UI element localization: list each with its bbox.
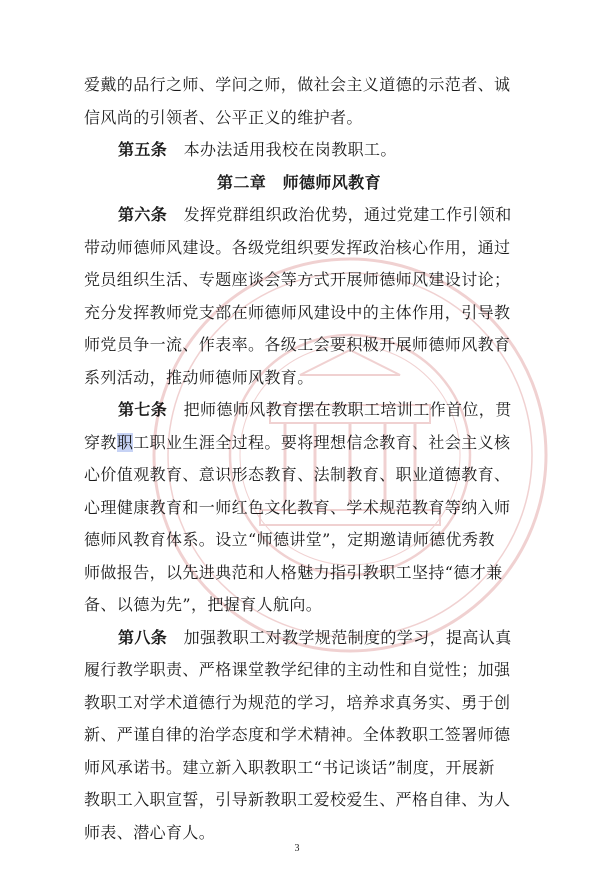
text-line: 师做报告，以先进典范和人格魅力指引教职工坚持“德才兼: [84, 562, 503, 582]
text-line: 教职工入职宣誓，引导新教职工爱校爱生、严格自律、为人: [84, 790, 511, 809]
article-5: [84, 134, 514, 167]
document-body: [84, 69, 514, 849]
article-8: [84, 622, 514, 655]
text-segment: 穿教: [84, 432, 117, 452]
highlighted-text-selection[interactable]: 职: [116, 432, 134, 452]
text-line: 充分发挥教师党支部在师德师风建设中的主体作用，引导教: [84, 302, 511, 322]
text-line: 心价值观教育、意识形态教育、法制教育、职业道德教育、: [84, 465, 511, 484]
article-label: 第八条: [118, 627, 168, 647]
page-number: 3: [294, 843, 300, 854]
text-line: 新、严谨自律的治学态度和学术精神。全体教职工签署师德: [84, 725, 511, 744]
article-6: [84, 199, 514, 232]
text-line: 爱戴的品行之师、学问之师，做社会主义道德的示范者、诚: [84, 75, 511, 94]
text-line: 德师风教育体系。设立“师德讲堂”，定期邀请师德优秀教: [84, 530, 495, 549]
text-line: 党员组织生活、专题座谈会等方式开展师德师风建设讨论；: [84, 270, 511, 289]
text-line: 系列活动，推动师德师风教育。: [84, 367, 314, 387]
article-7: [84, 394, 514, 427]
article-label: 第六条: [118, 205, 168, 224]
article-label: 第五条: [118, 140, 168, 159]
text-line: 师表、潜心育人。: [84, 822, 216, 842]
article-label: 第七条: [118, 400, 168, 419]
text-line: 本办法适用我校在岗教职工。: [183, 140, 397, 159]
text-line: 备、以德为先”，把握育人航向。: [84, 595, 323, 614]
text-segment: 工职业生涯全过程。要将理想信念教育、社会主义核: [133, 432, 511, 452]
text-line: 把师德师风教育摆在教职工培训工作首位，贯: [183, 400, 512, 419]
text-line: 带动师德师风建设。各级党组织要发挥政治核心作用，通过: [84, 237, 511, 257]
chapter-heading: 第二章 师德师风教育: [216, 172, 381, 192]
text-line: 师风承诺书。建立新入职教职工“书记谈话”制度，开展新: [84, 757, 495, 777]
text-line: 发挥党群组织政治优势，通过党建工作引领和: [183, 205, 512, 224]
text-line: 心理健康教育和一师红色文化教育、学术规范教育等纳入师: [84, 497, 511, 517]
text-line: [84, 427, 514, 460]
text-line: 师党员争一流、作表率。各级工会要积极开展师德师风教育: [84, 335, 511, 354]
text-line: 加强教职工对教学规范制度的学习，提高认真: [183, 627, 512, 647]
text-line: 教职工对学术道德行为规范的学习，培养求真务实、勇于创: [84, 692, 511, 712]
text-line: 信风尚的引领者、公平正义的维护者。: [84, 107, 363, 127]
text-line: 履行教学职责、严格课堂教学纪律的主动性和自觉性；加强: [84, 660, 511, 679]
